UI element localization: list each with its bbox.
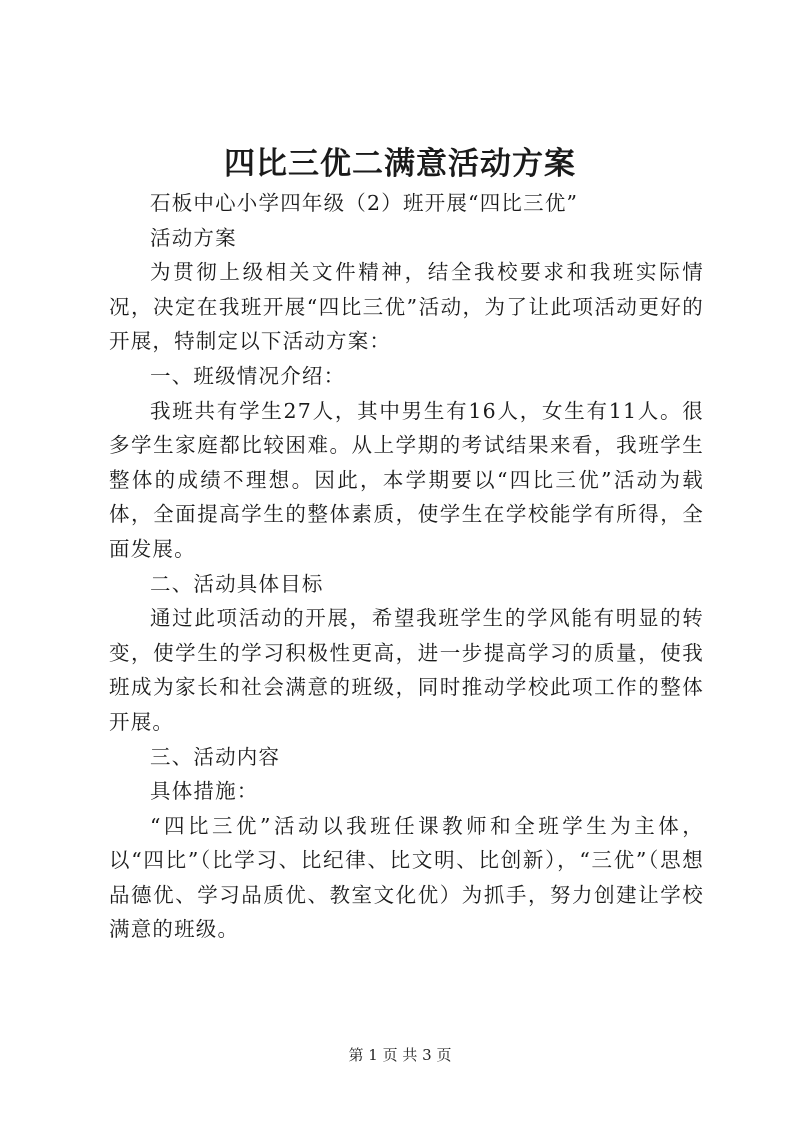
paragraph-measures-label: 具体措施：	[150, 779, 259, 804]
section-heading-goals: 二、活动具体目标	[150, 571, 324, 596]
paragraph-measures: “四比三优”活动以我班任课教师和全班学生为主体，以“四比”（比学习、比纪律、比文明、比创新），“三优”（思想品德优、学习品质优、教室文化优）为抓手，努力创建让学校满意的班级。	[109, 813, 704, 942]
document-body	[109, 186, 704, 947]
paragraph-subtitle-line2: 活动方案	[150, 225, 237, 250]
section-heading-class-info: 一、班级情况介绍：	[150, 363, 346, 388]
page-number-footer: 第 1 页 共 3 页	[348, 1046, 452, 1064]
paragraph-subtitle-line1: 石板中心小学四年级（2）班开展“四比三优”	[150, 191, 579, 215]
document-title: 四比三优二满意活动方案	[224, 146, 576, 182]
paragraph-class-info: 我班共有学生27人，其中男生有16人，女生有11人。很多学生家庭都比较困难。从上学期的考试结果来看，我班学生整体的成绩不理想。因此，本学期要以“四比三优”活动为载体，全面提高学生的整体素质，使学生在学校能学有所得，全面发展。	[109, 398, 704, 561]
paragraph-goals: 通过此项活动的开展，希望我班学生的学风能有明显的转变，使学生的学习积极性更高，进一步提高学习的质量，使我班成为家长和社会满意的班级，同时推动学校此项工作的整体开展。	[109, 606, 704, 734]
paragraph-intro: 为贯彻上级相关文件精神，结全我校要求和我班实际情况，决定在我班开展“四比三优”活动，为了让此项活动更好的开展，特制定以下活动方案：	[109, 260, 704, 354]
section-heading-content: 三、活动内容	[150, 744, 281, 769]
